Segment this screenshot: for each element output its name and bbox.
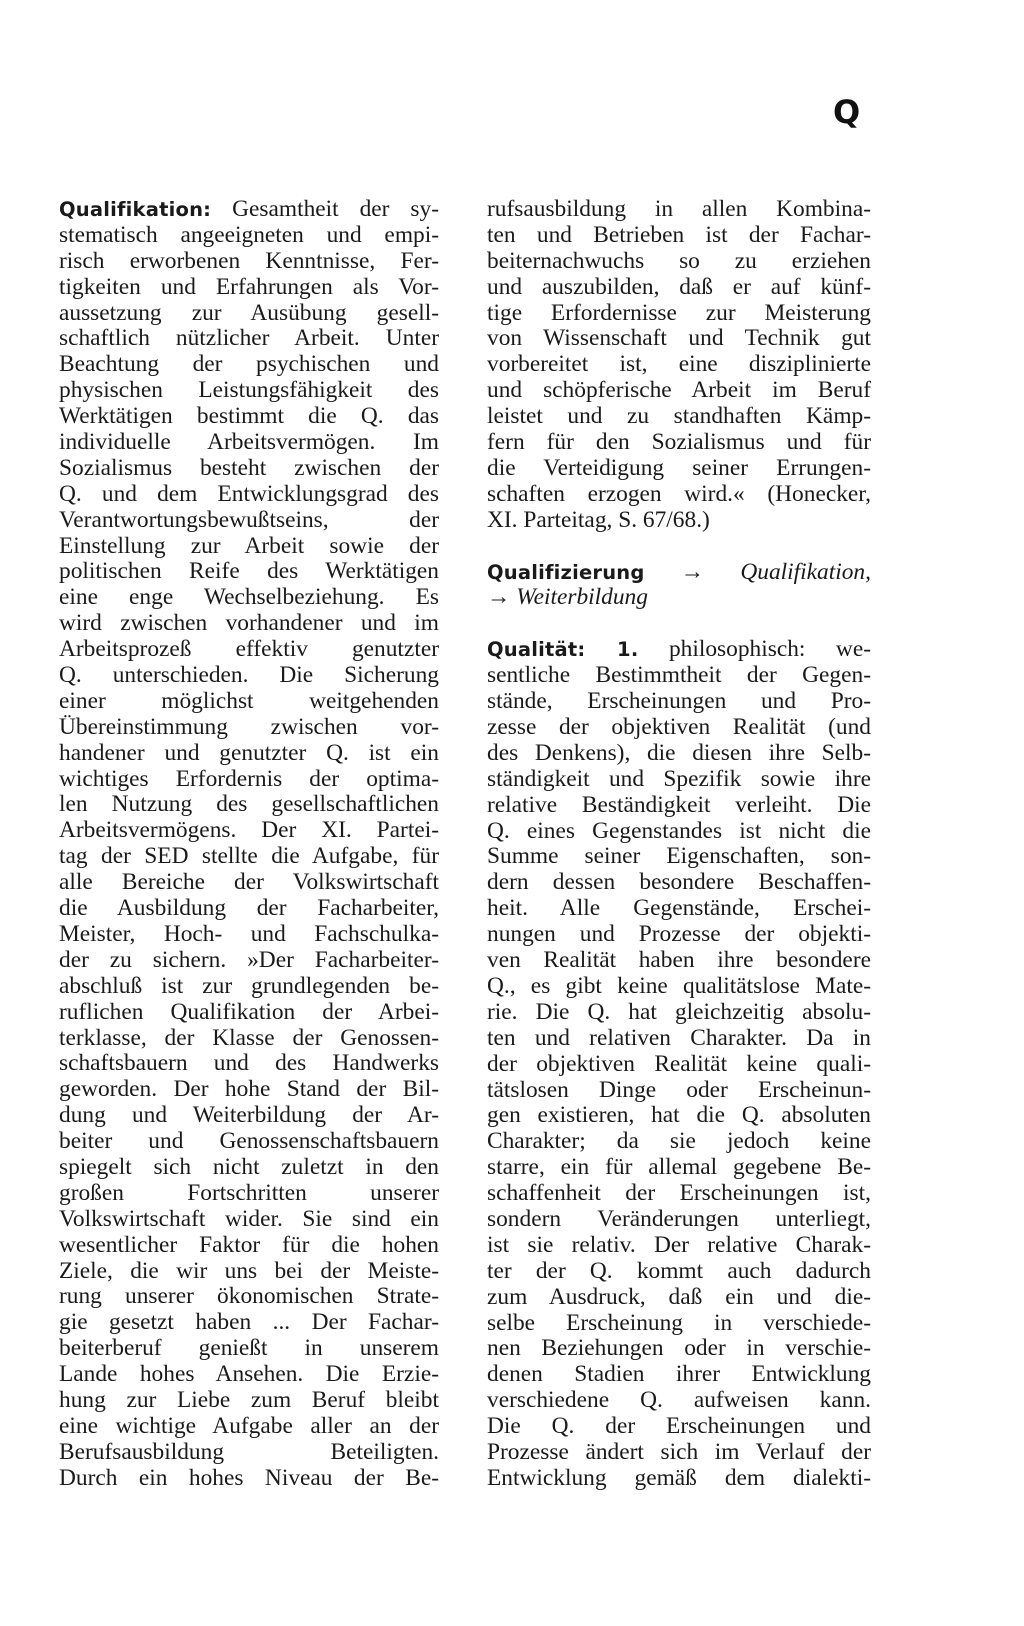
line-text: Entwicklung gemäß dem dialekti- <box>487 1464 871 1491</box>
line-text: die Ausbildung der Facharbeiter, <box>59 895 439 922</box>
line-text: die Verteidigung seiner Errungen- <box>487 454 871 481</box>
text-line <box>487 1388 871 1414</box>
line-text: vorbereitet ist, eine disziplinierte <box>487 351 871 378</box>
line-text: relative Beständigkeit verleiht. Die <box>487 791 871 818</box>
line-text: und schöpferische Arbeit im Beruf <box>487 377 871 404</box>
text-line <box>487 560 871 586</box>
line-text: sentliche Bestimmtheit der Gegen- <box>487 662 871 689</box>
line-text: verschiedene Q. aufweisen kann. <box>487 1387 871 1414</box>
line-text: sondern Veränderungen unterliegt, <box>487 1205 871 1232</box>
text-line <box>59 1259 439 1285</box>
text-line <box>487 1311 871 1337</box>
line-text: heit. Alle Gegenstände, Erschei- <box>487 895 871 922</box>
line-text: ständigkeit und Spezifik sowie ihre <box>487 765 871 792</box>
text-line <box>487 1440 871 1466</box>
text-line <box>59 1207 439 1233</box>
line-text: ten und relativen Charakter. Da in <box>487 1024 871 1051</box>
line-text: schaften erzogen wird.« (Honecker, <box>487 480 871 507</box>
text-line <box>59 792 439 818</box>
text-line <box>487 585 871 611</box>
text-line <box>59 948 439 974</box>
text-line <box>59 559 439 585</box>
line-text: Gesamtheit der sy- <box>211 196 439 222</box>
text-line <box>59 378 439 404</box>
left-text-column <box>59 197 439 1492</box>
line-text: XI. Parteitag, S. 67/68.) <box>487 506 710 533</box>
text-line <box>487 844 871 870</box>
text-line <box>487 637 871 663</box>
line-text: Q. und dem Entwicklungsgrad des <box>59 480 439 507</box>
line-text: Beachtung der psychischen und <box>59 351 439 378</box>
line-text: Die Q. der Erscheinungen und <box>487 1413 871 1440</box>
line-text: Übereinstimmung zwischen vor- <box>59 713 439 740</box>
line-text: hung zur Liebe zum Beruf bleibt <box>59 1386 439 1413</box>
text-line <box>59 1051 439 1077</box>
text-line <box>487 1336 871 1362</box>
text-line <box>59 249 439 275</box>
text-line <box>59 534 439 560</box>
text-line <box>487 767 871 793</box>
text-line <box>59 922 439 948</box>
text-line <box>487 275 871 301</box>
line-text: Arbeitsvermögens. Der XI. Partei- <box>59 817 439 844</box>
line-text: zum Ausdruck, daß ein und die- <box>487 1283 871 1310</box>
text-line <box>59 326 439 352</box>
text-line <box>59 974 439 1000</box>
line-text: physischen Leistungsfähigkeit des <box>59 377 439 404</box>
line-text: rufsausbildung in allen Kombina- <box>487 196 871 222</box>
line-text: aussetzung zur Ausübung gesell- <box>59 299 439 326</box>
line-text: großen Fortschritten unserer <box>59 1179 439 1206</box>
text-line <box>59 1310 439 1336</box>
cross-reference-link[interactable]: Weiterbildung <box>510 584 648 611</box>
text-line <box>59 1388 439 1414</box>
text-line <box>487 1000 871 1026</box>
line-text: tigkeiten und Erfahrungen als Vor- <box>59 273 439 300</box>
line-text: schaftsbauern und des Handwerks <box>59 1050 439 1077</box>
text-line <box>59 1414 439 1440</box>
text-line <box>487 1155 871 1181</box>
line-text: dern dessen besondere Beschaffen- <box>487 869 871 896</box>
line-text: beiter und Genossenschaftsbauern <box>59 1128 439 1155</box>
text-line <box>487 974 871 1000</box>
text-line <box>59 1000 439 1026</box>
line-text: handener und genutzter Q. ist ein <box>59 739 439 766</box>
text-line <box>59 585 439 611</box>
text-line <box>59 611 439 637</box>
text-line <box>487 404 871 430</box>
line-text: tag der SED stellte die Aufgabe, für <box>59 843 439 870</box>
text-line <box>487 1181 871 1207</box>
line-text: Q. eines Gegenstandes ist nicht die <box>487 817 871 844</box>
line-text: Berufsausbildung Beteiligten. <box>59 1438 439 1465</box>
line-text: schaftlich nützlicher Arbeit. Unter <box>59 325 439 352</box>
line-text: gie gesetzt haben ... Der Fachar- <box>59 1309 439 1336</box>
text-line <box>487 301 871 327</box>
text-line <box>487 922 871 948</box>
line-text: ter der Q. kommt auch dadurch <box>487 1257 871 1284</box>
text-line <box>59 689 439 715</box>
line-text: wesentlicher Faktor für die hohen <box>59 1231 439 1258</box>
line-text: Verantwortungsbewußtseins, der <box>59 506 439 533</box>
text-line <box>59 715 439 741</box>
text-line <box>487 663 871 689</box>
text-line <box>59 637 439 663</box>
line-text: ruflichen Qualifikation der Arbei- <box>59 998 439 1025</box>
text-line <box>59 1466 439 1492</box>
line-text: Q. unterschieden. Die Sicherung <box>59 662 439 689</box>
text-line <box>487 1233 871 1259</box>
line-text: der zu sichern. »Der Facharbeiter- <box>59 946 439 973</box>
text-line <box>59 1155 439 1181</box>
line-text: terklasse, der Klasse der Genossen- <box>59 1024 439 1051</box>
text-line <box>487 1078 871 1104</box>
text-line <box>487 1103 871 1129</box>
line-text: alle Bereiche der Volkswirtschaft <box>59 869 439 896</box>
line-text: Werktätigen bestimmt die Q. das <box>59 403 439 430</box>
line-text: risch erworbenen Kenntnisse, Fer- <box>59 247 439 274</box>
text-line <box>487 689 871 715</box>
text-line <box>487 1026 871 1052</box>
text-line <box>59 1440 439 1466</box>
section-letter: Q <box>833 93 861 131</box>
text-line <box>487 1129 871 1155</box>
line-text: schaffenheit der Erscheinungen ist, <box>487 1180 871 1207</box>
text-line <box>59 741 439 767</box>
line-text: nungen und Prozesse der objekti- <box>487 921 871 948</box>
text-line <box>59 1284 439 1310</box>
line-text: individuelle Arbeitsvermögen. Im <box>59 429 439 456</box>
line-text: eine enge Wechselbeziehung. Es <box>59 584 439 611</box>
text-line <box>59 482 439 508</box>
line-text: Summe seiner Eigenschaften, son- <box>487 843 871 870</box>
text-line <box>59 663 439 689</box>
line-text: wird zwischen vorhandener und im <box>59 610 439 637</box>
line-text: Prozesse ändert sich im Verlauf der <box>487 1438 871 1465</box>
text-line <box>59 844 439 870</box>
text-line <box>59 352 439 378</box>
line-text: gen existieren, hat die Q. absoluten <box>487 1102 871 1129</box>
text-line <box>487 352 871 378</box>
line-text: des Denkens), die diesen ihre Selb- <box>487 739 871 766</box>
text-line <box>59 430 439 456</box>
text-line <box>487 1466 871 1492</box>
line-text: Einstellung zur Arbeit sowie der <box>59 532 439 559</box>
text-line <box>487 1259 871 1285</box>
text-line <box>487 1285 871 1311</box>
text-line <box>59 197 439 223</box>
text-line <box>59 223 439 249</box>
line-text: von Wissenschaft und Technik gut <box>487 325 871 352</box>
line-text: Volkswirtschaft wider. Sie sind ein <box>59 1205 439 1232</box>
line-text: Q., es gibt keine qualitätslose Mate- <box>487 972 871 999</box>
text-line <box>59 301 439 327</box>
line-text: geworden. Der hohe Stand der Bil- <box>59 1076 439 1103</box>
line-text: beiternachwuchs so zu erziehen <box>487 247 871 274</box>
text-line <box>59 1336 439 1362</box>
line-text: Arbeitsprozeß effektiv genutzter <box>59 636 439 663</box>
entry-headword: Qualifikation: <box>59 198 212 221</box>
line-text: ist sie relativ. Der relative Charak- <box>487 1231 871 1258</box>
paragraph-gap <box>487 534 871 560</box>
text-line <box>59 896 439 922</box>
line-text: tätslosen Dinge oder Erscheinun- <box>487 1076 871 1103</box>
line-text: abschluß ist zur grundlegenden be- <box>59 972 439 999</box>
line-text: einer möglichst weitgehenden <box>59 687 439 714</box>
line-text: Charakter; da sie jedoch keine <box>487 1128 871 1155</box>
text-line <box>487 326 871 352</box>
paragraph-gap <box>487 611 871 637</box>
line-text: denen Stadien ihrer Entwicklung <box>487 1361 871 1388</box>
text-line <box>487 378 871 404</box>
line-text: nen Beziehungen oder in verschie- <box>487 1335 871 1362</box>
line-text: philosophisch: we- <box>638 636 871 663</box>
line-text: Sozialismus besteht zwischen der <box>59 454 439 481</box>
line-text: und auszubilden, daß er auf künf- <box>487 273 871 300</box>
line-text: spiegelt sich nicht zuletzt in den <box>59 1153 439 1180</box>
text-line <box>59 1181 439 1207</box>
text-line <box>59 1026 439 1052</box>
text-line <box>59 275 439 301</box>
text-line <box>487 430 871 456</box>
line-text: len Nutzung des gesellschaftlichen <box>59 791 439 818</box>
line-text: → <box>644 558 705 585</box>
text-line <box>487 793 871 819</box>
line-text: zesse der objektiven Realität (und <box>487 714 871 741</box>
line-text: beiterberuf genießt in unserem <box>59 1335 439 1362</box>
right-text-column <box>487 197 871 1492</box>
line-text: → <box>487 584 511 611</box>
text-line <box>59 508 439 534</box>
line-text: wichtiges Erfordernis der optima- <box>59 765 439 792</box>
text-line <box>487 1052 871 1078</box>
text-line <box>487 456 871 482</box>
line-text: Lande hohes Ansehen. Die Erzie- <box>59 1361 439 1388</box>
line-text: rie. Die Q. hat gleichzeitig absolu- <box>487 998 871 1025</box>
line-text: stände, Erscheinungen und Pro- <box>487 688 871 715</box>
text-line <box>59 767 439 793</box>
text-line <box>487 741 871 767</box>
text-line <box>59 1233 439 1259</box>
text-line <box>487 197 871 223</box>
text-line <box>487 1207 871 1233</box>
text-line <box>487 819 871 845</box>
text-line <box>487 896 871 922</box>
text-line <box>487 249 871 275</box>
line-text: leistet und zu standhaften Kämp- <box>487 403 871 430</box>
text-line <box>59 818 439 844</box>
text-line <box>487 948 871 974</box>
line-text: eine wichtige Aufgabe aller an der <box>59 1412 439 1439</box>
text-line <box>487 223 871 249</box>
entry-headword: Qualität: <box>487 638 586 662</box>
line-text: Ziele, die wir uns bei der Meiste- <box>59 1257 439 1284</box>
line-text: fern für den Sozialismus und für <box>487 429 871 456</box>
text-line <box>59 1362 439 1388</box>
line-text: rung unserer ökonomischen Strate- <box>59 1283 439 1310</box>
line-text: selbe Erscheinung in verschiede- <box>487 1309 871 1336</box>
text-line <box>487 870 871 896</box>
sense-number: 1. <box>585 638 639 662</box>
text-line <box>487 715 871 741</box>
line-text: Meister, Hoch- und Fachschulka- <box>59 920 439 947</box>
text-line <box>59 404 439 430</box>
text-line <box>59 456 439 482</box>
entry-headword: Qualifizierung <box>487 560 645 584</box>
line-text: ten und Betrieben ist der Fachar- <box>487 221 871 248</box>
text-line <box>59 870 439 896</box>
line-text: Durch ein hohes Niveau der Be- <box>59 1464 439 1491</box>
line-text: starre, ein für allemal gegebene Be- <box>487 1154 871 1181</box>
text-line <box>487 508 871 534</box>
line-text: dung und Weiterbildung der Ar- <box>59 1102 439 1129</box>
line-text: der objektiven Realität keine quali- <box>487 1050 871 1077</box>
text-line <box>487 482 871 508</box>
text-line <box>59 1103 439 1129</box>
line-text: politischen Reife des Werktätigen <box>59 558 439 585</box>
text-line <box>487 1414 871 1440</box>
line-text: ven Realität haben ihre besondere <box>487 947 871 974</box>
line-text: tige Erfordernisse zur Meisterung <box>487 299 871 326</box>
line-text: stematisch angeeigneten und empi- <box>59 221 439 248</box>
text-line <box>59 1129 439 1155</box>
text-line <box>487 1362 871 1388</box>
cross-reference-link[interactable]: Qualifikation, <box>704 558 871 585</box>
text-line <box>59 1077 439 1103</box>
